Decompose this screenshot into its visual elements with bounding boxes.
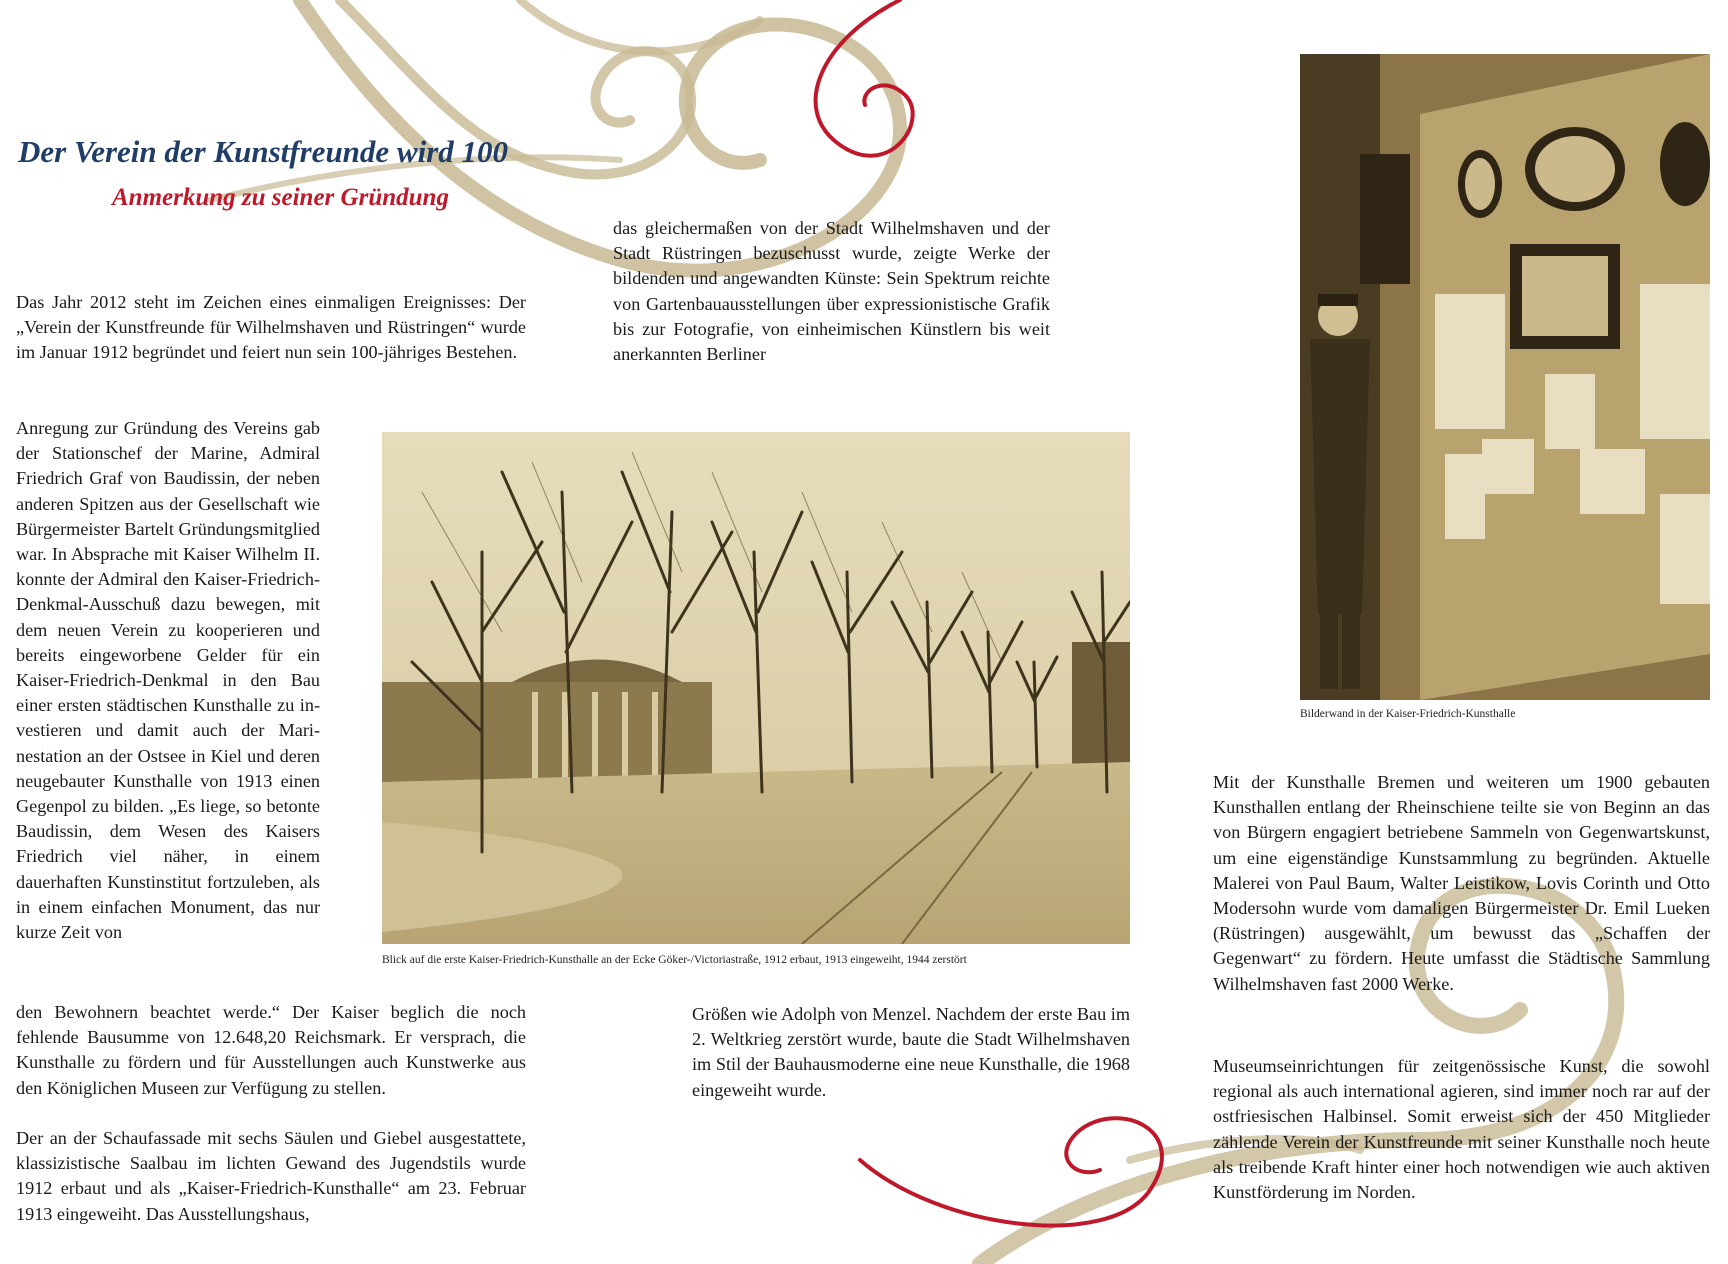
intro-paragraph: Das Jahr 2012 steht im Zeichen eines einmaligen Ereignisses: Der „Verein der Kunstfreunde für Wilhelmshaven und Rüstringen“ wurde im Januar 1912 begründet und feiert nun sein 100-jähriges Bestehen. [16, 292, 526, 363]
street-photo-caption: Blick auf die erste Kaiser-Friedrich-Kunsthalle an der Ecke Göker-/Victoriastraße, 1912 erbaut, 1913 eingeweiht, 1944 zerstört [382, 954, 967, 966]
menzel-paragraph: Größen wie Adolph von Menzel. Nachdem der erste Bau im 2. Weltkrieg zerstört wurde, baute die Stadt Wilhelmshaven im Stil der Bauhausmoderne eine neue Kunsthalle, die 1968 eingeweiht wurde. [692, 1004, 1130, 1100]
page-title: Der Verein der Kunstfreunde wird 100 [18, 134, 509, 169]
street-photo [382, 432, 1130, 944]
gold-swirl-top-3 [520, 0, 760, 51]
collection-paragraph: Mit der Kunsthalle Bremen und weiteren um 1900 gebauten Kunsthallen entlang der Rheinschiene teilte sie von Beginn an das von Bürgern engagiert betriebene Sammeln von Gegenwartskunst, um eine eigenständige Kunstsammlung zu begründen. Aktuelle Malerei von Paul Baum, Walter Leistikow, Lovis Corinth und Otto Modersohn wurde vom damaligen Bürgermeister Dr. Emil Lueken (Rüstringen) ausgewählt, um bewusst das „Schaffen der Gegenwart“ zu fördern. Heute umfasst die Städtische Sammlung Wilhelmshaven fast 2000 Werke. [1213, 772, 1710, 994]
museum-paragraph: Museumseinrichtungen für zeitgenössische Kunst, die sowohl regional als auch international agieren, sind immer noch rar auf der ostfriesischen Halbinsel. Somit erweist sich der 450 Mitglieder zählende Verein der Kunstfreunde mit seiner Kunsthalle noch heute als treibende Kraft hinter einer hoch notwendigen wie auch aktiven Kunstförderung im Norden. [1213, 1056, 1710, 1203]
building-paragraph: Der an der Schaufassade mit sechs Säulen und Giebel ausgestattete, klassizistische Saalbau im lichten Gewand des Jugendstils wurde 1912 erbaut und als „Kaiser-Friedrich-Kunsthalle“ am 23. Februar 1913 eingeweiht. Das Ausstellungshaus, [16, 1128, 526, 1224]
page-subtitle: Anmerkung zu seiner Gründung [112, 184, 449, 211]
picture-wall-caption: Bilderwand in der Kaiser-Friedrich-Kunsthalle [1300, 708, 1516, 720]
picture-wall-photo [1300, 54, 1710, 700]
founding-paragraph-wide: den Bewohnern beachtet werde.“ Der Kaiser beglich die noch fehlende Bausumme von 12.648,20 Reichsmark. Er versprach, die Kunsthalle zu fördern und für Ausstellungen auch Kunstwerke aus den Königlichen Museen zur Verfügung zu stellen. [16, 1002, 526, 1098]
red-swirl-top [816, 0, 913, 156]
founding-paragraph-narrow: Anregung zur Gründung des Vereins gab der Stationschef der Marine, Admiral Friedrich Graf von Baudissin, der neben anderen Spitzen aus der Gesellschaft wie Bürgermeister Bartelt Gründungsmitglied war. In Absprache mit Kaiser Wilhelm II. konnte der Admiral den Kaiser-Friedrich-Denkmal-Ausschuß dazu bewegen, mit dem neuen Verein zu kooperieren und bereits eingeworbene Gelder für ein Kaiser-Friedrich-Denkmal in den Bau einer ersten städtischen Kunsthalle zu investieren und damit auch der Marinestation an der Ostsee in Kiel und deren neugebauter Kunsthalle von 1913 einen Gegenpol zu bilden. „Es liege, so betonte Baudissin, dem Wesen des Kaisers Friedrich viel näher, in einem dauerhaften Kunstinstitut fortzuleben, als in einem einfachen Monument, das nur kurze Zeit von [16, 418, 320, 943]
exhibition-paragraph: das gleichermaßen von der Stadt Wilhelmshaven und der Stadt Rüstringen bezuschusst wurde, zeigte Werke der bildenden und angewandten Künste: Sein Spektrum reichte von Gartenbauausstellungen über expressionistische Grafik bis zur Fotografie, von einheimischen Künstlern bis weit anerkannten Berliner [613, 218, 1050, 365]
red-swirl-bottom [860, 1118, 1162, 1225]
